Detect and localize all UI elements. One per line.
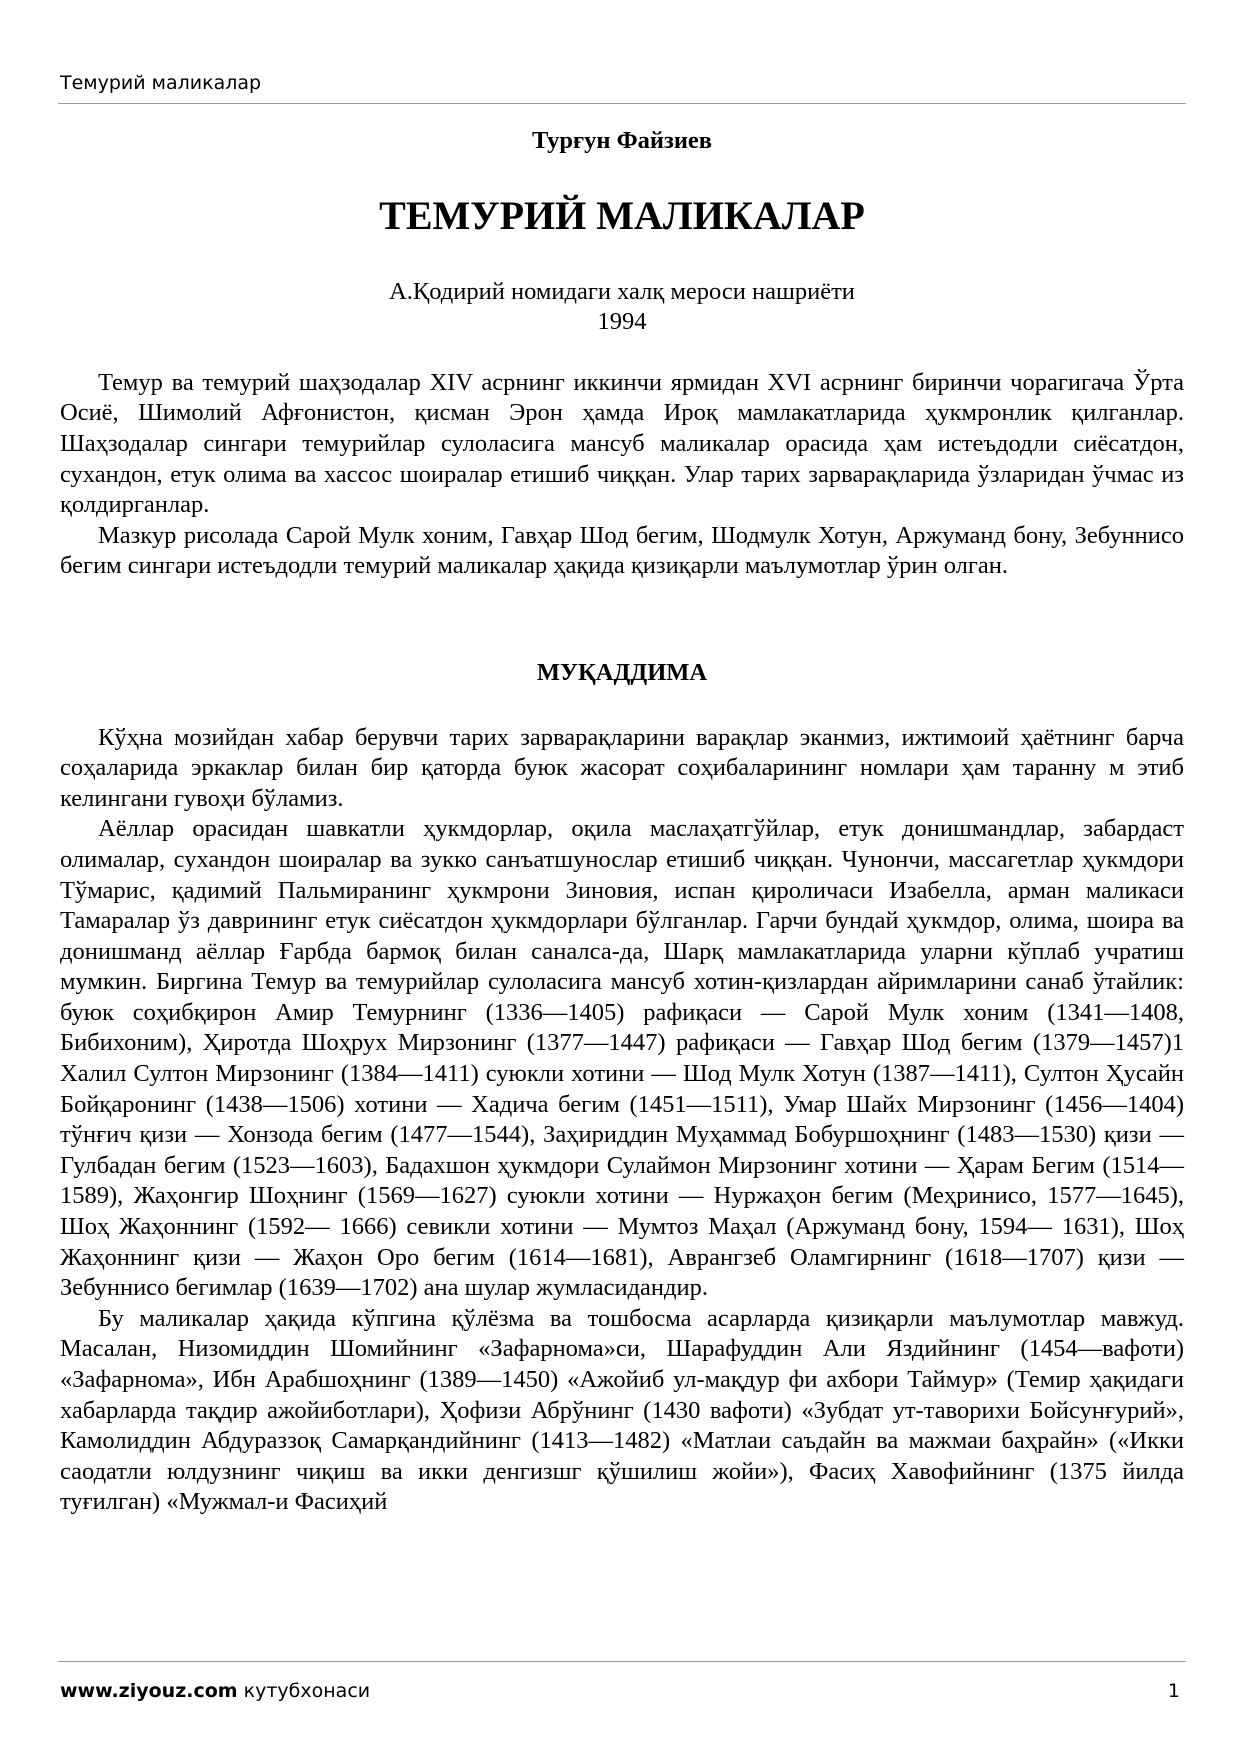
book-author: Турғун Файзиев bbox=[531, 127, 713, 154]
header-rule bbox=[58, 103, 1186, 104]
footer-library-label: кутубхонаси bbox=[243, 1680, 371, 1702]
section-title: МУҚАДДИМА bbox=[536, 658, 708, 686]
intro-paragraph: Кўҳна мозийдан хабар берувчи тарих зарварақларини варақлар эканмиз, ижтимоий ҳаётнинг барча соҳаларида эркаклар билан бир қаторда буюк жасорат соҳибаларининг номлари ҳам таранну м этиб келингани гувоҳи бўламиз. bbox=[60, 723, 1184, 812]
abstract-paragraph: Мазкур рисолада Сарой Мулк хоним, Гавҳар Шод бегим, Шодмулк Хотун, Аржуманд бону, Зебуннисо бегим сингари истеъдодли темурий маликалар ҳақида қизиқарли маълумотлар ўрин олган. bbox=[60, 521, 1184, 580]
page-content bbox=[60, 122, 1184, 1518]
book-title: ТЕМУРИЙ МАЛИКАЛАР bbox=[379, 192, 865, 238]
book-year: 1994 bbox=[597, 308, 647, 336]
intro-paragraph: Аёллар орасидан шавкатли ҳукмдорлар, оқила маслаҳатгўйлар, етук донишмандлар, забардаст олималар, сухандон шоиралар ва зукко санъатшунослар етишиб чиққан. Чунончи, массагетлар ҳукмдори Тўмарис, қадимий Пальмиранинг ҳукмрони Зиновия, испан қироличаси Изабелла, арман маликаси Тамаралар ўз даврининг етук сиёсатдон ҳукмдорлари бўлганлар. Гарчи бундай ҳукмдор, олима, шоира ва донишманд аёллар Ғарбда бармоқ билан саналса-да, Шарқ мамлакатларида уларни кўплаб учратиш мумкин. Биргина Темур ва темурийлар сулоласига мансуб хотин-қизлардан айримларини санаб ўтайлик: буюк соҳибқирон Амир Темурнинг (1336—1405) рафиқаси — Сарой Мулк хоним (1341—1408, Бибихоним), Ҳиротда Шоҳрух Мирзонинг (1377—1447) рафиқаси — Гавҳар Шод бегим (1379—1457)1 Халил Султон Мирзонинг (1384—1411) суюкли хотини — Шод Мулк Хотун (1387—1411), Султон Ҳусайн Бойқаронинг (1438—1506) хотини — Хадича бегим (1451—1511), Умар Шайх Мирзонинг (1456—1404) тўнғич қизи — Хонзода бегим (1477—1544), Заҳириддин Муҳаммад Бобуршоҳнинг (1483—1530) қизи — Гулбадан бегим (1523—1603), Бадахшон ҳукмдори Сулаймон Мирзонинг хотини — Ҳарам Бегим (1514—1589), Жаҳонгир Шоҳнинг (1569—1627) суюкли хотини — Нуржаҳон бегим (Меҳринисо, 1577—1645), Шоҳ Жаҳоннинг (1592— 1666) севикли хотини — Мумтоз Маҳал (Аржуманд бону, 1594— 1631), Шоҳ Жаҳоннинг қизи — Жаҳон Оро бегим (1614—1681), Аврангзеб Оламгирнинг (1618—1707) қизи — Зебуннисо бегимлар (1639—1702) ана шулар жумласидандир. bbox=[60, 815, 1184, 1302]
footer-site-link[interactable]: www.ziyouz.com bbox=[60, 1680, 238, 1702]
page-number: 1 bbox=[1167, 1680, 1180, 1702]
abstract-paragraph: Темур ва темурий шаҳзодалар XIV асрнинг иккинчи ярмидан XVI асрнинг биринчи чорагигача Ўрта Осиё, Шимолий Афғонистон, қисман Эрон ҳамда Ироқ мамлакатларида ҳукмронлик қилганлар. Шаҳзодалар сингари темурийлар сулоласига мансуб маликалар орасида ҳам истеъдодли сиёсатдон, сухандон, етук олима ва хассос шоиралар етишиб чиққан. Улар тарих зарварақларида ўзларидан ўчмас из қолдирганлар. bbox=[60, 368, 1184, 519]
intro-paragraph: Бу маликалар ҳақида кўпгина қўлёзма ва тошбосма асарларда қизиқарли маълумотлар мавжуд. Масалан, Низомиддин Шомийнинг «Зафарнома»си, Шарафуддин Али Яздийнинг (1454—вафоти) «Зафарнома», Ибн Арабшоҳнинг (1389—1450) «Ажойиб ул-мақдур фи ахбори Таймур» (Темир ҳақидаги хабарларда тақдир ажойиботлари), Ҳофизи Абрўнинг (1430 вафоти) «Зубдат ут-таворихи Бойсунғурий», Камолиддин Абдураззоқ Самарқандийнинг (1413—1482) «Матлаи саъдайн ва мажмаи баҳрайн» («Икки саодатли юлдузнинг чиқиш ва икки денгизшг қўшилиш жойи»), Фасиҳ Хавофийнинг (1375 йилда туғилган) «Мужмал-и Фасиҳий bbox=[60, 1304, 1184, 1516]
footer-rule bbox=[58, 1661, 1186, 1662]
book-publisher: А.Қодирий номидаги халқ мероси нашриёти bbox=[389, 277, 855, 305]
footer-source bbox=[60, 1680, 370, 1702]
running-header: Темурий маликалар bbox=[60, 72, 262, 94]
